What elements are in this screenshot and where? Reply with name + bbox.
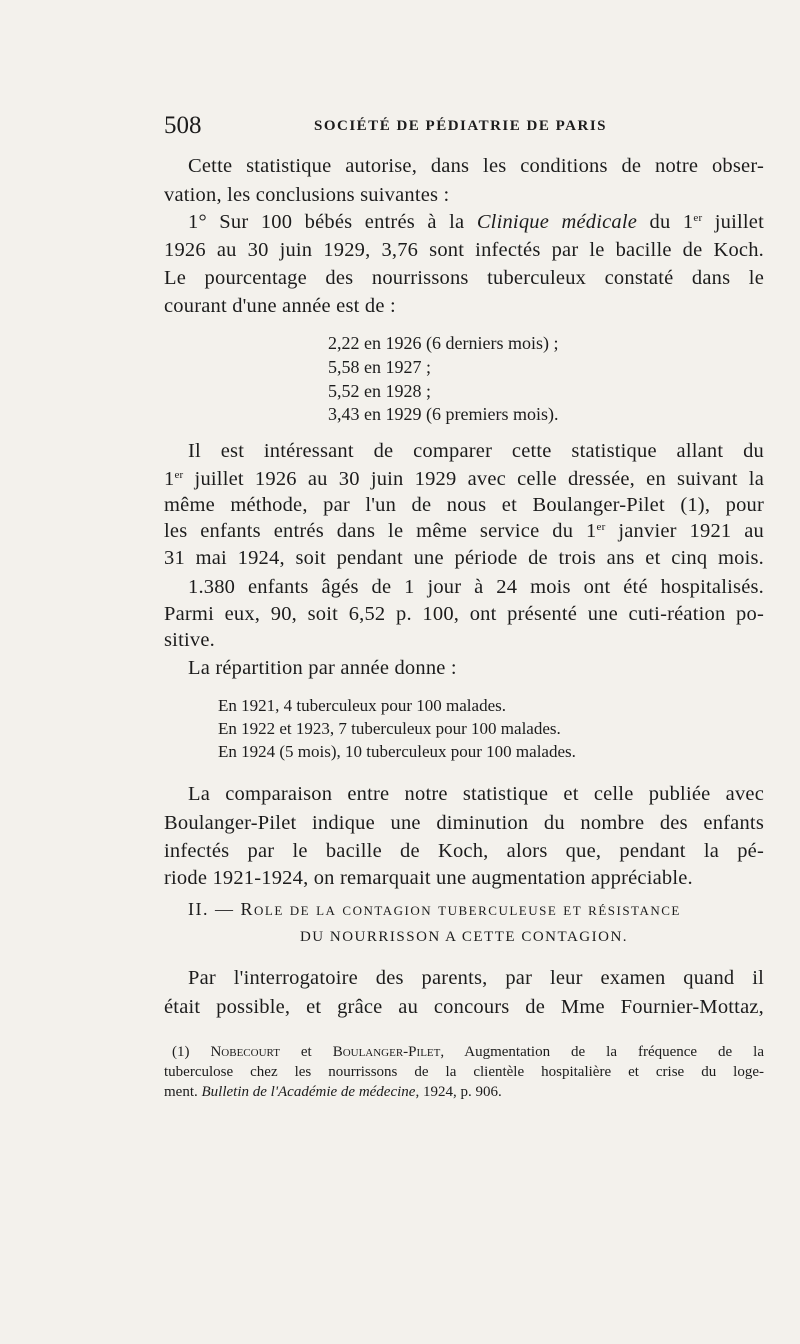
page-header <box>164 112 764 142</box>
paragraph-line: même méthode, par l'un de nous et Boulanger-Pilet (1), pour <box>164 494 764 516</box>
paragraph-line: 1.380 enfants âgés de 1 jour à 24 mois ont été hospitalisés. <box>188 576 764 598</box>
section-heading: II. — Role de la contagion tuberculeuse et résistance <box>188 899 681 919</box>
paragraph-line: vation, les conclusions suivantes : <box>164 184 450 206</box>
paragraph-line: 1er juillet 1926 au 30 juin 1929 avec celle dressée, en suivant la <box>164 468 764 490</box>
paragraph-line: La répartition par année donne : <box>188 657 457 679</box>
paragraph-line: les enfants entrés dans le même service du 1er janvier 1921 au <box>164 520 764 542</box>
paragraph-line: 1926 au 30 juin 1929, 3,76 sont infectés par le bacille de Koch. <box>164 239 764 261</box>
rate-list-item: 5,52 en 1928 ; <box>328 381 431 401</box>
paragraph-line: 31 mai 1924, soit pendant une période de trois ans et cinq mois. <box>164 547 764 569</box>
paragraph-line: Il est intéressant de comparer cette statistique allant du <box>188 440 764 462</box>
paragraph-line: Le pourcentage des nourrissons tuberculeux constaté dans le <box>164 267 764 289</box>
paragraph-line: Boulanger-Pilet indique une diminution du nombre des enfants <box>164 812 764 834</box>
footnote-line: ment. Bulletin de l'Académie de médecine, 1924, p. 906. <box>164 1084 502 1100</box>
footnote-line: (1) Nobecourt et Boulanger-Pilet, Augmentation de la fréquence de la <box>172 1044 764 1060</box>
paragraph-line: était possible, et grâce au concours de Mme Fournier-Mottaz, <box>164 996 764 1018</box>
yearly-list-item: En 1922 et 1923, 7 tuberculeux pour 100 malades. <box>218 719 561 738</box>
paragraph-line: courant d'une année est de : <box>164 295 396 317</box>
page-number: 508 <box>164 112 202 139</box>
rate-list-item: 2,22 en 1926 (6 derniers mois) ; <box>328 333 559 353</box>
yearly-list-item: En 1924 (5 mois), 10 tuberculeux pour 100 malades. <box>218 742 576 761</box>
rate-list-item: 5,58 en 1927 ; <box>328 357 431 377</box>
paragraph-line: infectés par le bacille de Koch, alors que, pendant la pé- <box>164 840 764 862</box>
footnote-line: tuberculose chez les nourrissons de la clientèle hospitalière et crise du loge- <box>164 1064 764 1080</box>
paragraph-line: Par l'interrogatoire des parents, par leur examen quand il <box>188 967 764 989</box>
running-title: SOCIÉTÉ DE PÉDIATRIE DE PARIS <box>314 118 607 134</box>
rate-list-item: 3,43 en 1929 (6 premiers mois). <box>328 404 559 424</box>
paragraph-line: Parmi eux, 90, soit 6,52 p. 100, ont présenté une cuti-réation po- <box>164 603 764 625</box>
paragraph-line: 1° Sur 100 bébés entrés à la Clinique médicale du 1er juillet <box>188 211 764 233</box>
paragraph-line: Cette statistique autorise, dans les conditions de notre obser- <box>188 155 764 177</box>
paragraph-line: sitive. <box>164 629 215 651</box>
paragraph-line: La comparaison entre notre statistique et celle publiée avec <box>188 783 764 805</box>
paragraph-line: riode 1921-1924, on remarquait une augmentation appréciable. <box>164 867 693 889</box>
yearly-list-item: En 1921, 4 tuberculeux pour 100 malades. <box>218 696 506 715</box>
section-heading-continued: DU NOURRISSON A CETTE CONTAGION. <box>299 929 629 945</box>
